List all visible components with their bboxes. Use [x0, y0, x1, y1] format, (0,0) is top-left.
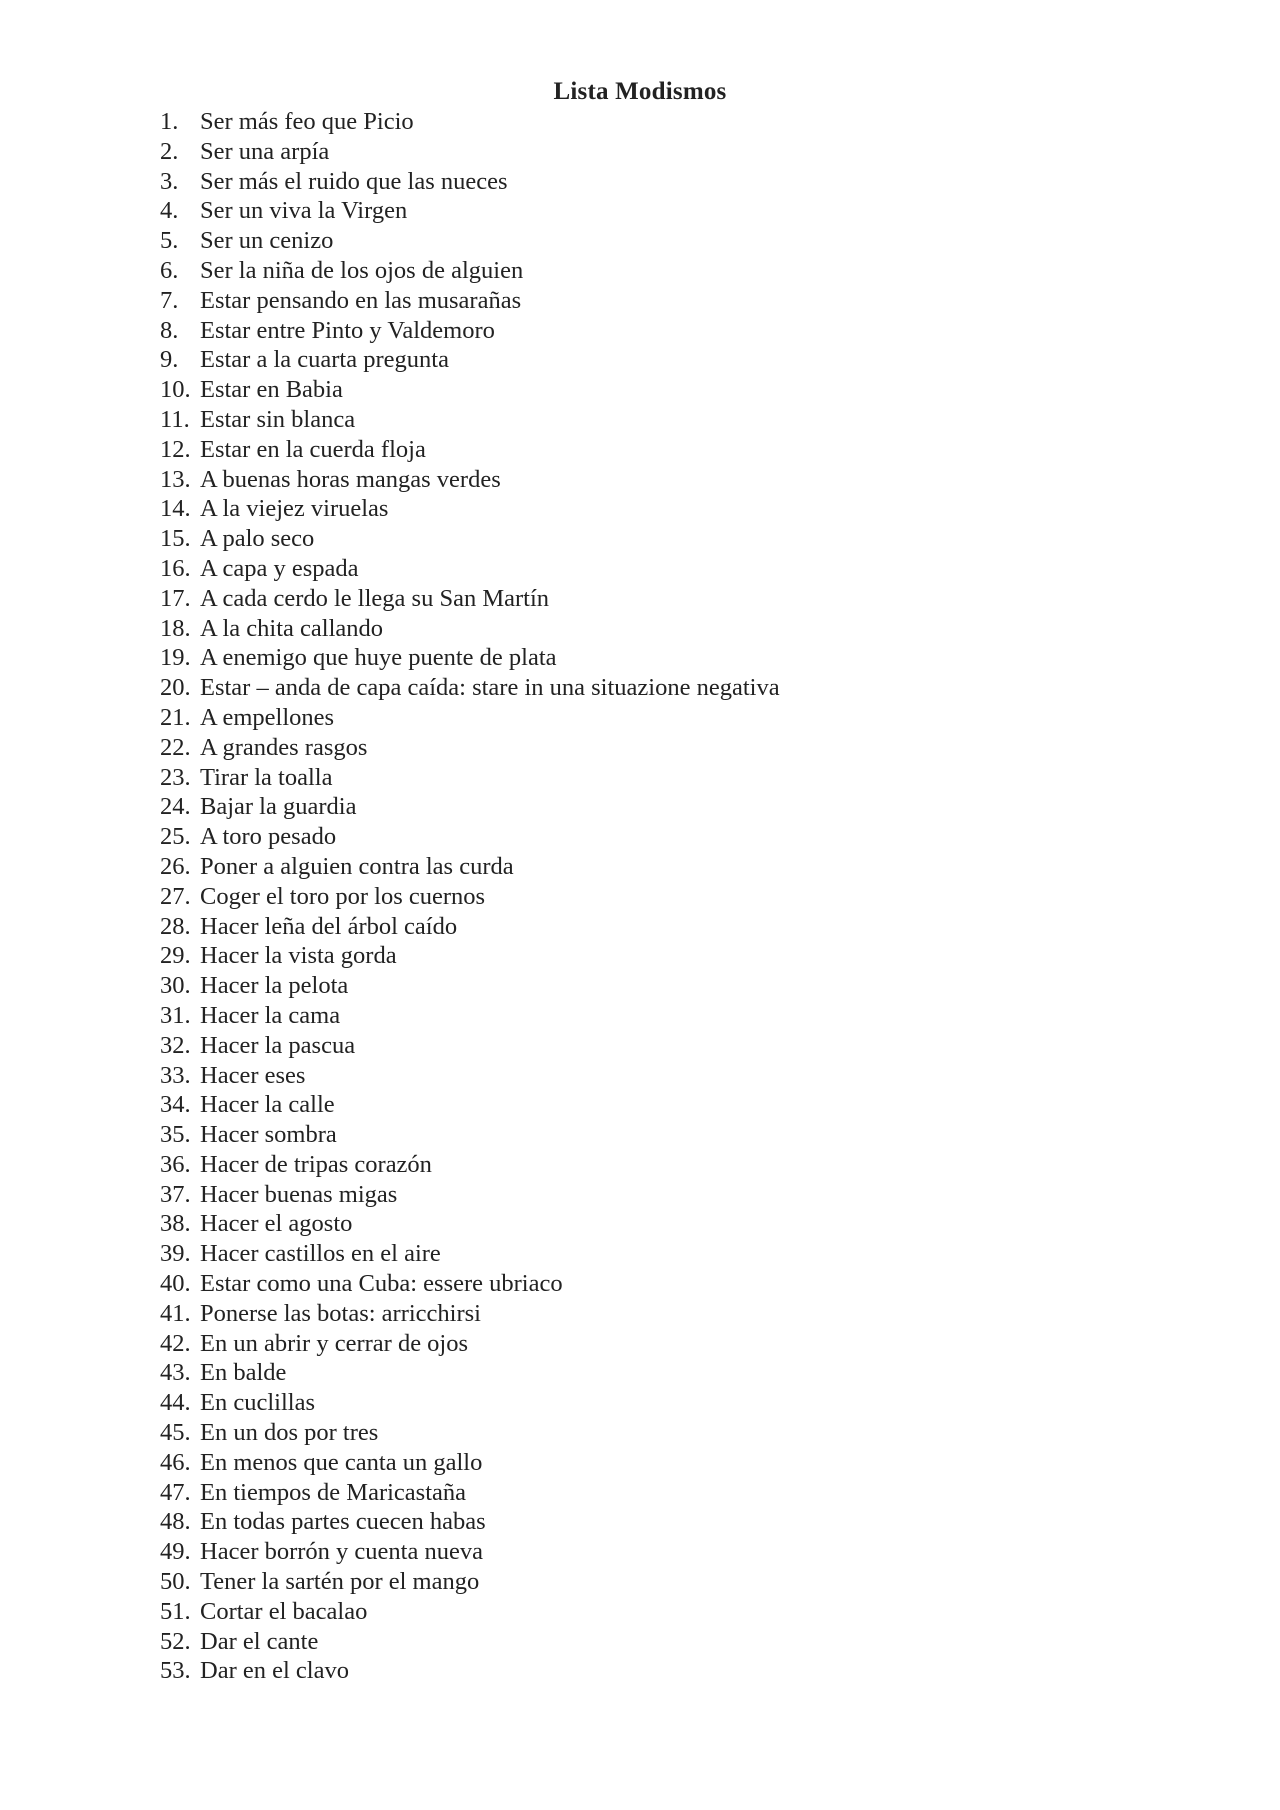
- item-text: Estar en Babia: [200, 376, 343, 404]
- item-text: Estar entre Pinto y Valdemoro: [200, 316, 495, 344]
- list-item: [160, 971, 780, 1001]
- item-text: Hacer borrón y cuenta nueva: [200, 1538, 483, 1566]
- item-number: 42.: [160, 1329, 191, 1357]
- item-number: 24.: [160, 793, 191, 821]
- item-text: Estar pensando en las musarañas: [200, 286, 522, 314]
- list-item: [160, 494, 780, 524]
- item-number: 49.: [160, 1538, 191, 1566]
- list-item: [160, 1329, 780, 1359]
- list-item: [160, 465, 780, 495]
- item-text: En todas partes cuecen habas: [200, 1508, 486, 1536]
- item-text: Hacer castillos en el aire: [200, 1240, 441, 1268]
- item-number: 53.: [160, 1657, 191, 1685]
- item-text: En tiempos de Maricastaña: [200, 1478, 467, 1506]
- list-item: [160, 1120, 780, 1150]
- item-number: 21.: [160, 703, 191, 731]
- list-item: [160, 941, 780, 971]
- item-number: 46.: [160, 1448, 191, 1476]
- item-number: 13.: [160, 465, 191, 493]
- list-item: [160, 852, 780, 882]
- item-text: Estar a la cuarta pregunta: [200, 346, 449, 374]
- item-text: A capa y espada: [200, 554, 359, 582]
- item-text: Tener la sartén por el mango: [200, 1568, 480, 1596]
- list-item: [160, 167, 780, 197]
- list-item: [160, 912, 780, 942]
- item-number: 40.: [160, 1270, 191, 1298]
- list-item: [160, 1180, 780, 1210]
- list-item: [160, 733, 780, 763]
- item-number: 27.: [160, 882, 191, 910]
- item-text: Estar sin blanca: [200, 405, 356, 433]
- item-text: En balde: [200, 1359, 287, 1387]
- item-text: Hacer la cama: [200, 1001, 341, 1029]
- item-number: 6.: [160, 256, 179, 284]
- list-item: [160, 584, 780, 614]
- item-number: 45.: [160, 1419, 191, 1447]
- item-number: 19.: [160, 644, 191, 672]
- item-number: 16.: [160, 554, 191, 582]
- list-item: [160, 1656, 780, 1686]
- item-number: 17.: [160, 584, 191, 612]
- list-item: [160, 1150, 780, 1180]
- item-text: Hacer la pascua: [200, 1031, 356, 1059]
- item-text: A palo seco: [200, 525, 315, 553]
- item-text: Tirar la toalla: [200, 763, 333, 791]
- item-number: 41.: [160, 1299, 191, 1327]
- list-item: [160, 1448, 780, 1478]
- item-text: Dar en el clavo: [200, 1657, 349, 1685]
- item-text: Ser la niña de los ojos de alguien: [200, 256, 524, 284]
- item-number: 18.: [160, 614, 191, 642]
- item-text: Hacer leña del árbol caído: [200, 912, 458, 940]
- document-title: Lista Modismos: [553, 78, 727, 105]
- list-item: [160, 763, 780, 793]
- item-text: Hacer de tripas corazón: [200, 1150, 432, 1178]
- list-item: [160, 107, 780, 137]
- item-number: 3.: [160, 167, 179, 195]
- list-item: [160, 405, 780, 435]
- item-text: Ser más el ruido que las nueces: [200, 167, 508, 195]
- item-number: 30.: [160, 972, 191, 1000]
- item-number: 25.: [160, 823, 191, 851]
- list-item: [160, 316, 780, 346]
- item-number: 4.: [160, 197, 179, 225]
- item-text: Bajar la guardia: [200, 793, 357, 821]
- item-text: Estar – anda de capa caída: stare in una situazione negativa: [200, 674, 780, 702]
- list-item: [160, 1388, 780, 1418]
- item-number: 1.: [160, 108, 179, 135]
- item-number: 20.: [160, 674, 191, 702]
- item-number: 51.: [160, 1597, 191, 1625]
- item-text: Coger el toro por los cuernos: [200, 882, 486, 910]
- list-item: [160, 1001, 780, 1031]
- list-item: [160, 1090, 780, 1120]
- item-number: 47.: [160, 1478, 191, 1506]
- item-text: Estar en la cuerda floja: [200, 435, 426, 463]
- item-number: 34.: [160, 1091, 191, 1119]
- list-item: [160, 345, 780, 375]
- item-number: 29.: [160, 942, 191, 970]
- item-text: Ser una arpía: [200, 137, 330, 165]
- item-text: A cada cerdo le llega su San Martín: [200, 584, 550, 612]
- item-text: A la chita callando: [200, 614, 383, 642]
- list-item: [160, 1061, 780, 1091]
- item-text: En cuclillas: [200, 1389, 315, 1417]
- item-text: A grandes rasgos: [200, 733, 368, 761]
- item-number: 32.: [160, 1031, 191, 1059]
- list-item: [160, 673, 780, 703]
- item-number: 52.: [160, 1627, 191, 1655]
- item-number: 7.: [160, 286, 179, 314]
- list-item: [160, 1269, 780, 1299]
- item-number: 26.: [160, 852, 191, 880]
- item-number: 36.: [160, 1150, 191, 1178]
- list-item: [160, 554, 780, 584]
- item-text: En menos que canta un gallo: [200, 1448, 483, 1476]
- item-text: Hacer la calle: [200, 1091, 335, 1119]
- list-item: [160, 882, 780, 912]
- item-text: A empellones: [200, 703, 335, 731]
- item-number: 14.: [160, 495, 191, 523]
- list-item: [160, 614, 780, 644]
- list-item: [160, 137, 780, 167]
- item-number: 37.: [160, 1180, 191, 1208]
- item-number: 31.: [160, 1001, 191, 1029]
- list-item: [160, 435, 780, 465]
- item-number: 28.: [160, 912, 191, 940]
- item-text: Hacer eses: [200, 1061, 306, 1089]
- item-number: 10.: [160, 376, 191, 404]
- list-item: [160, 1567, 780, 1597]
- item-text: A enemigo que huye puente de plata: [200, 644, 557, 672]
- item-text: Ser un viva la Virgen: [200, 197, 408, 225]
- list-item: [160, 1507, 780, 1537]
- item-number: 33.: [160, 1061, 191, 1089]
- list-item: [160, 822, 780, 852]
- list-item: [160, 226, 780, 256]
- item-text: Hacer la pelota: [200, 972, 349, 1000]
- list-item: [160, 1627, 780, 1657]
- item-text: En un dos por tres: [200, 1419, 379, 1447]
- list-item: [160, 1358, 780, 1388]
- idiom-list: [160, 107, 780, 1686]
- item-number: 5.: [160, 227, 179, 255]
- list-item: [160, 1239, 780, 1269]
- list-item: [160, 792, 780, 822]
- list-item: [160, 1209, 780, 1239]
- item-text: Ponerse las botas: arricchirsi: [200, 1299, 481, 1327]
- list-item: [160, 1537, 780, 1567]
- list-item: [160, 524, 780, 554]
- item-text: Hacer la vista gorda: [200, 942, 397, 970]
- item-text: Estar como una Cuba: essere ubriaco: [200, 1270, 563, 1298]
- list-item: [160, 1418, 780, 1448]
- item-text: Poner a alguien contra las curda: [200, 852, 514, 880]
- item-text: Hacer el agosto: [200, 1210, 353, 1238]
- list-item: [160, 1031, 780, 1061]
- list-item: [160, 1299, 780, 1329]
- list-item: [160, 256, 780, 286]
- item-text: A la viejez viruelas: [200, 495, 389, 523]
- list-item: [160, 196, 780, 226]
- item-text: En un abrir y cerrar de ojos: [200, 1329, 469, 1357]
- item-number: 44.: [160, 1389, 191, 1417]
- item-number: 2.: [160, 137, 179, 165]
- list-item: [160, 286, 780, 316]
- item-number: 39.: [160, 1240, 191, 1268]
- list-item: [160, 375, 780, 405]
- item-text: Dar el cante: [200, 1627, 319, 1655]
- list-item: [160, 1597, 780, 1627]
- item-number: 22.: [160, 733, 191, 761]
- item-number: 15.: [160, 525, 191, 553]
- list-item: [160, 643, 780, 673]
- item-text: Ser más feo que Picio: [200, 108, 414, 135]
- item-number: 48.: [160, 1508, 191, 1536]
- item-text: A buenas horas mangas verdes: [200, 465, 501, 493]
- item-number: 8.: [160, 316, 179, 344]
- list-item: [160, 1478, 780, 1508]
- item-number: 11.: [160, 405, 190, 433]
- item-number: 43.: [160, 1359, 191, 1387]
- item-number: 23.: [160, 763, 191, 791]
- item-text: Cortar el bacalao: [200, 1597, 368, 1625]
- item-text: Ser un cenizo: [200, 227, 334, 255]
- item-number: 38.: [160, 1210, 191, 1238]
- item-number: 50.: [160, 1568, 191, 1596]
- item-text: Hacer sombra: [200, 1121, 337, 1149]
- item-text: A toro pesado: [200, 823, 337, 851]
- item-text: Hacer buenas migas: [200, 1180, 398, 1208]
- list-item: [160, 703, 780, 733]
- item-number: 12.: [160, 435, 191, 463]
- item-number: 35.: [160, 1121, 191, 1149]
- item-number: 9.: [160, 346, 179, 374]
